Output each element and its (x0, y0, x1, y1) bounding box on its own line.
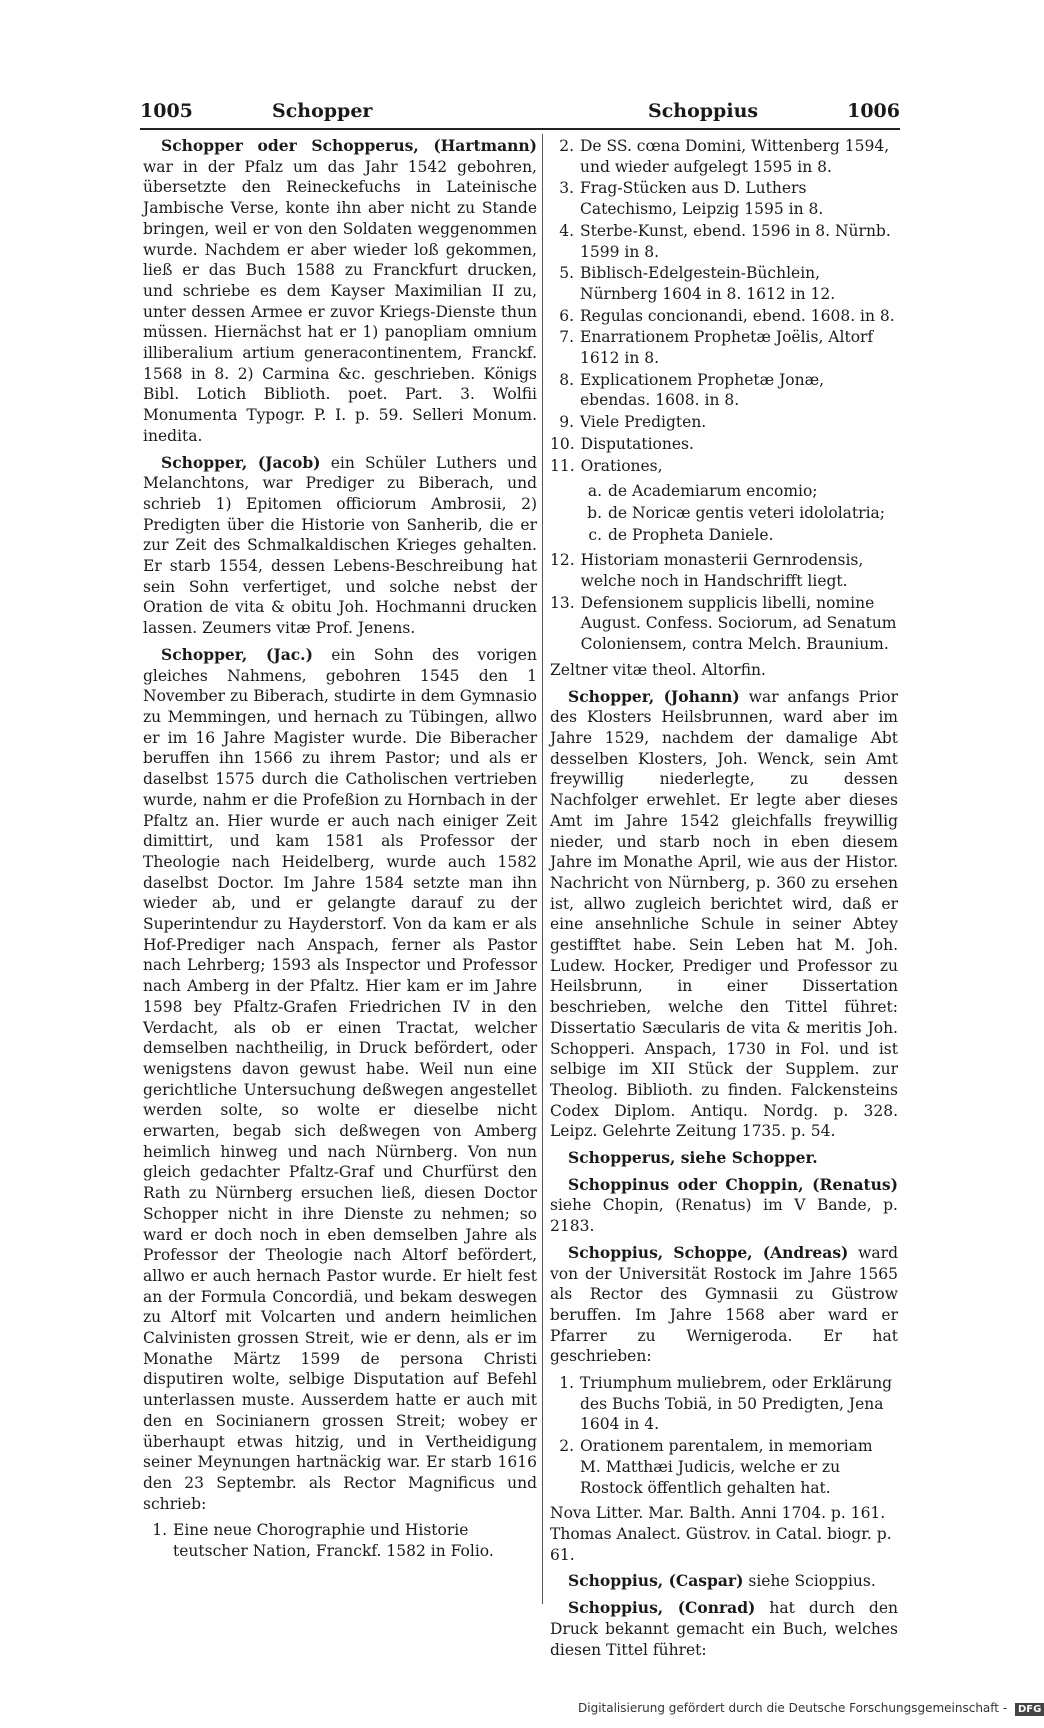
list-number: 1. (559, 1374, 574, 1393)
list-number: 8. (559, 370, 574, 389)
works-list-left (143, 1520, 537, 1561)
running-title-right: Schoppius (648, 100, 759, 122)
header-rule (140, 128, 900, 130)
column-divider (542, 134, 543, 1604)
entry-head: Schoppius, Schoppe, (Andreas) (568, 1242, 849, 1262)
list-text: Explicationem Prophetæ Jonæ, ebendas. 1608. in 8. (580, 370, 825, 410)
list-letter: b. (587, 503, 602, 522)
list-text: de Propheta Daniele. (608, 525, 774, 544)
entry-head: Schopper, (Jac.) (161, 644, 313, 664)
entry-schopper-hartmann (143, 136, 537, 447)
list-text: de Academiarum encomio; (608, 482, 818, 501)
list-text: Orationes, (580, 456, 663, 475)
list-number: 11. (550, 456, 575, 475)
list-text: Defensionem supplicis libelli, nomine August. Confess. Sociorum, ad Senatum Coloniensem, contra Melch. Braunium. (580, 593, 897, 654)
list-number: 2. (559, 137, 574, 155)
list-number: 4. (559, 221, 574, 240)
page-number-left: 1005 (140, 100, 193, 122)
list-item (550, 327, 898, 368)
list-number: 1. (152, 1521, 167, 1540)
list-item (550, 412, 898, 433)
entry-head: Schopper, (Jacob) (161, 452, 321, 472)
entry-head: Schoppius, (Caspar) (568, 1571, 744, 1591)
entry-head: Schopperus, siehe Schopper. (568, 1148, 818, 1168)
running-header (140, 100, 900, 130)
entry-head: Schoppius, (Conrad) (568, 1598, 756, 1618)
list-item (550, 136, 898, 177)
entry-body: siehe Chopin, (Renatus) im V Bande, p. 2183. (550, 1196, 898, 1236)
list-item (550, 456, 898, 477)
running-title-left: Schopper (272, 100, 373, 122)
works-list-right (550, 136, 898, 476)
list-letter: c. (588, 525, 602, 544)
entry-body: ward von der Universität Rostock im Jahre 1565 als Rector des Gymnasii zu Güstrow beruffen. Im Jahre 1568 aber ward er Pfarrer zu Wernigeroda. Er hat geschrieben: (550, 1243, 898, 1366)
entry-schoppius-conrad (550, 1598, 898, 1660)
list-text: de Noricæ gentis veteri idololatria; (608, 503, 885, 522)
list-text: Biblisch-Edelgestein-Büchlein, Nürnberg 1604 in 8. 1612 in 12. (580, 264, 836, 303)
list-number: 10. (550, 434, 575, 453)
list-number: 6. (559, 306, 574, 325)
entry-head: Schoppinus oder Choppin, (Renatus) (568, 1174, 898, 1194)
page-number-right: 1006 (847, 100, 900, 122)
works-list-andreas (550, 1373, 898, 1498)
list-letter: a. (587, 482, 602, 501)
list-item (550, 221, 898, 262)
orations-sublist (550, 481, 898, 545)
list-text: Orationem parentalem, in memoriam M. Matthæi Judicis, welche er zu Rostock öffentlich gehalten hat. (580, 1437, 873, 1497)
list-text: Triumphum muliebrem, oder Erklärung des Buchs Tobiä, in 50 Predigten, Jena 1604 in 4. (580, 1374, 893, 1434)
list-text: Frag-Stücken aus D. Luthers Catechismo, Leipzig 1595 in 8. (580, 179, 824, 219)
list-item (550, 1373, 898, 1435)
list-number: 13. (550, 593, 575, 612)
list-number: 5. (559, 264, 574, 283)
list-item (550, 593, 898, 655)
list-text: Historiam monasterii Gernrodensis, welche noch in Handschrifft liegt. (580, 551, 864, 591)
list-item (550, 434, 898, 455)
reference-nova-litter: Nova Litter. Mar. Balth. Anni 1704. p. 161. Thomas Analect. Güstrov. in Catal. biogr. p. 61. (550, 1504, 892, 1564)
entry-body: ein Schüler Luthers und Melanchtons, war Prediger zu Biberach, und schrieb 1) Epitomen officiorum Ambrosii, 2) Predigten über die Historie von Sanherib, die er zur Zeit des Schmalkaldischen Krieges gehalten. Er starb 1554, dessen Lebens-Beschreibung hat sein Sohn verfertiget, und solche nebst der Oration de vita & obitu Joh. Hochmanni drucken lassen. Zeumers vitæ Prof. Jenens. (143, 453, 537, 638)
list-item (143, 1520, 537, 1561)
entry-schoppius-caspar (550, 1571, 898, 1592)
dfg-logo: DFG (1015, 1703, 1044, 1716)
entry-body: siehe Scioppius. (748, 1572, 876, 1591)
list-text: Sterbe-Kunst, ebend. 1596 in 8. Nürnb. 1599 in 8. (580, 221, 891, 261)
digitization-footer (578, 1701, 1042, 1719)
list-item (550, 1436, 898, 1498)
entry-head: Schopper oder Schopperus, (Hartmann) (161, 136, 537, 155)
list-text: Regulas concionandi, ebend. 1608. in 8. (580, 306, 895, 325)
entry-schopper-johann (550, 687, 898, 1142)
list-item (550, 550, 898, 591)
footer-text: Digitalisierung gefördert durch die Deutsche Forschungsgemeinschaft - (578, 1701, 1008, 1715)
list-item (550, 503, 898, 524)
list-item (550, 370, 898, 411)
entry-schoppius-andreas (550, 1243, 898, 1367)
list-item (550, 481, 898, 502)
list-text: De SS. cœna Domini, Wittenberg 1594, und wieder aufgelegt 1595 in 8. (580, 137, 890, 176)
list-number: 7. (559, 328, 574, 347)
entry-body: ein Sohn des vorigen gleiches Nahmens, gebohren 1545 den 1 November zu Biberach, studirte in dem Gymnasio zu Memmingen, und hernach zu Tübingen, allwo er im 16 Jahre Magister wurde. Die Biberacher beruffen ihn 1566 zu ihrem Pastor; und als er daselbst 1575 durch die Catholischen vertrieben wurde, nahm er die Profeßion zu Hornbach in der Pfaltz an. Hier wurde er auch nach einiger Zeit dimittirt, und kam 1581 als Professor der Theologie nach Heidelberg, wurde auch 1582 daselbst Doctor. Im Jahre 1584 setzte man ihn wieder ab, und er gelangte darauf zu der Superintendur zu Hayderstorf. Von da kam er als Hof-Prediger nach Anspach, ferner als Pastor nach Lehrberg; 1593 als Inspector und Professor nach Amberg in der Pfaltz. Hier kam er im Jahre 1598 bey Pfaltz-Grafen Friedrichen IV in den Verdacht, als ob er einen Tractat, welcher demselben nachtheilig, in Druck befördert, oder wenigstens davon gewust habe. Weil nun eine gerichtliche Untersuchung deßwegen angestellet werden solte, so wolte er dieselbe nicht erwarten, begab sich deßwegen von Amberg heimlich hinweg und nach Nürnberg. Von nun gleich gedachter Pfaltz-Graf und Churfürst den Rath zu Nürnberg ersuchen ließ, diesen Doctor Schopper nicht in ihre Dienste zu nehmen; so ward er doch noch in eben demselben Jahre als Professor der Theologie nach Altorf befördert, allwo er auch hernach Pastor wurde. Er hielt fest an der Formula Concordiä, und bekam deswegen zu Altorf mit Volcarten und andern heimlichen Calvinisten grossen Streit, wie er denn, als er im Monathe Märtz 1599 de persona Christi disputiren wolte, selbige Disputation auf Befehl unterlassen muste. Ausserdem hatte er auch mit den en Socinianern grossen Streit; wobey er überhaupt etwas hitzig, und in Vertheidigung seiner Meynungen hartnäckig war. Er starb 1616 den 23 Septembr. als Rector Magnificus und schrieb: (143, 645, 537, 1513)
entry-body: war anfangs Prior des Klosters Heilsbrunnen, ward aber im Jahre 1529, nachdem der damalige Abt desselben Klosters, Joh. Wenck, sein Amt freywillig niederlegte, zu dessen Nachfolger erwehlet. Er legte aber dieses Amt im Jahre 1542 gleichfalls freywillig nieder, und starb noch in eben diesem Jahre im Monathe April, wie aus der Histor. Nachricht von Nürnberg, p. 360 zu ersehen ist, allwo zugleich berichtet wird, daß er eine ansehnliche Schule in seiner Abtey gestifftet habe. Sein Leben hat M. Joh. Ludew. Hocker, Prediger und Professor zu Heilsbrunn, in einer Dissertation beschrieben, welche den Tittel führet: Dissertatio Sæcularis de vita & meritis Joh. Schopperi. Anspach, 1730 in Fol. und ist selbige im XII Stück der Supplem. zur Theolog. Biblioth. zu finden. Falckensteins Codex Diplom. Antiqu. Nordg. p. 328. Leipz. Gelehrte Zeitung 1735. p. 54. (550, 687, 898, 1141)
entry-schoppinus (550, 1175, 898, 1237)
list-item (550, 525, 898, 546)
entry-schopper-jac (143, 645, 537, 1515)
reference-zeltner: Zeltner vitæ theol. Altorfin. (550, 660, 766, 679)
list-number: 9. (559, 413, 574, 432)
entry-body: war in der Pfalz um das Jahr 1542 gebohren, übersetzte den Reineckefuchs in Lateinische Jambische Verse, konte ihn aber nicht zu Stande bringen, weil er von den Soldaten weggenommen wurde. Nachdem er aber wieder loß gekommen, ließ er das Buch 1588 zu Franckfurt drucken, und schriebe es dem Kayser Maximilian II zu, unter dessen Armee er zuvor Kriegs-Dienste thun müssen. Hiernächst hat er 1) panopliam omnium illiberalium artium generacontinentem, Franckf. 1568 in 8. 2) Carmina &c. geschrieben. Königs Bibl. Lotich Biblioth. poet. Part. 3. Wolfii Monumenta Typogr. P. I. p. 59. Selleri Monum. inedita. (143, 157, 537, 445)
list-text: Eine neue Chorographie und Historie teutscher Nation, Franckf. 1582 in Folio. (173, 1521, 494, 1561)
list-number: 2. (559, 1437, 574, 1456)
list-text: Enarrationem Prophetæ Joëlis, Altorf 1612 in 8. (580, 328, 874, 368)
works-list-right-cont (550, 550, 898, 655)
list-item (550, 263, 898, 304)
list-text: Viele Predigten. (580, 413, 707, 432)
entry-schopperus (550, 1148, 898, 1169)
list-item (550, 178, 898, 219)
list-text: Disputationes. (580, 434, 694, 453)
left-column (143, 136, 537, 1567)
entry-head: Schopper, (Johann) (568, 686, 740, 706)
list-number: 12. (550, 551, 575, 570)
entry-schopper-jacob (143, 453, 537, 639)
list-number: 3. (559, 179, 574, 198)
entry-body: hat durch den Druck bekannt gemacht ein Buch, welches diesen Tittel führet: (550, 1599, 898, 1659)
list-item (550, 306, 898, 327)
right-column (550, 136, 898, 1666)
